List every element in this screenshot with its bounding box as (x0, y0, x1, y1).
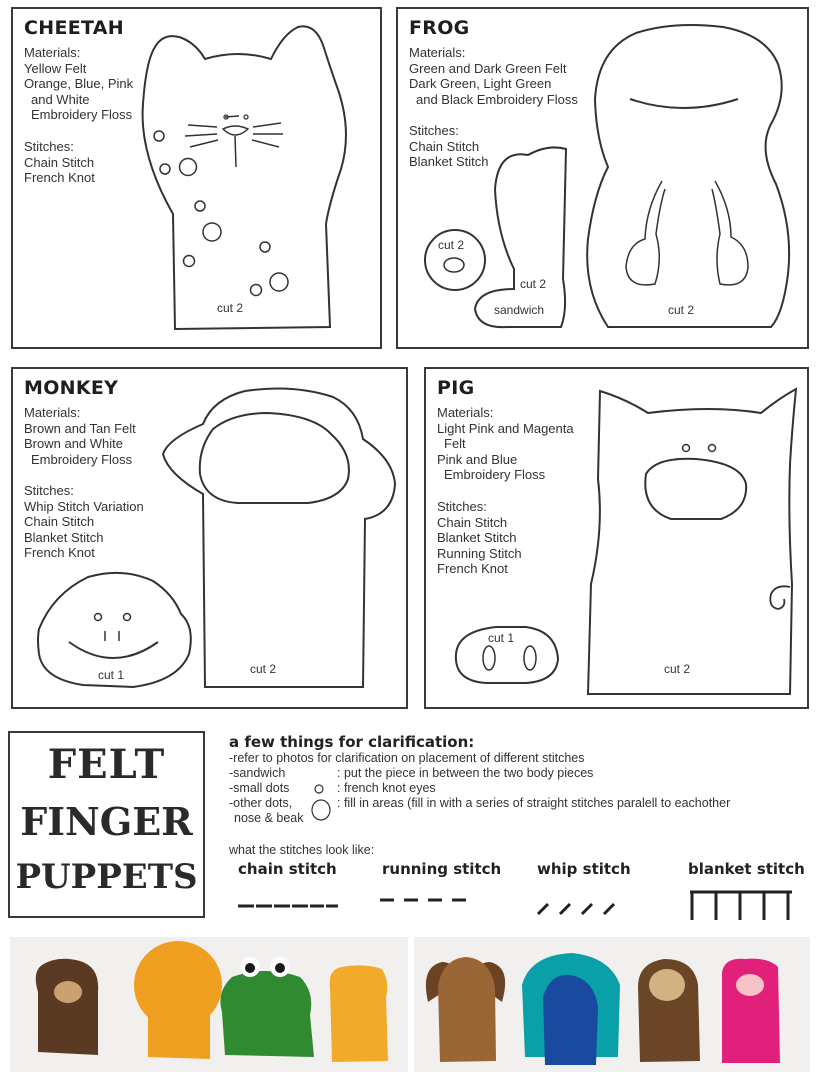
material-item: Pink and Blue (437, 451, 518, 467)
photo-bear-puppet (36, 959, 98, 1055)
felt-finger-puppets-logo (8, 731, 205, 918)
materials-label: Materials: (409, 45, 466, 60)
stitches-label: Stitches: (409, 123, 459, 138)
photo-peacock-puppet (522, 953, 620, 1065)
pig-panel (424, 367, 809, 709)
stitches-label: Stitches: (24, 483, 74, 498)
clarification-line-1: -refer to photos for clarification on placement of different stitches (229, 751, 585, 765)
clarification-key-other-dots: -other dots, (229, 796, 293, 810)
stitch-item: Chain Stitch (409, 138, 480, 154)
running-stitch-label: running stitch (382, 860, 502, 878)
clarification-line-5: nose & beak (234, 811, 304, 825)
cheetah-title: CHEETAH (24, 17, 124, 39)
stitch-item: French Knot (437, 561, 508, 576)
monkey-pattern (13, 369, 406, 707)
blanket-stitch-sample (690, 892, 792, 920)
large-dot-icon (309, 797, 333, 823)
logo-line-puppets: PUPPETS (15, 857, 198, 897)
whip-stitch-sample (538, 904, 614, 914)
frog-sandwich-label: sandwich (494, 303, 545, 317)
cheetah-outline (143, 26, 346, 329)
chain-stitch-label: chain stitch (238, 860, 337, 878)
clarification-key-sandwich: -sandwich (229, 766, 286, 780)
material-item: Light Pink and Magenta (437, 420, 574, 436)
stitch-item: Blanket Stitch (409, 154, 489, 169)
materials-label: Materials: (24, 405, 81, 420)
materials-label: Materials: (24, 45, 81, 60)
material-item: Felt (444, 436, 466, 451)
frog-body-outline (587, 25, 789, 327)
frog-panel (396, 7, 809, 349)
blanket-stitch-label: blanket stitch (688, 860, 805, 878)
monkey-body-cut-label: cut 2 (250, 662, 277, 676)
stitch-item: Chain Stitch (24, 514, 95, 529)
monkey-title: MONKEY (24, 377, 119, 399)
stitches-label: Stitches: (24, 139, 74, 154)
material-item: and White (31, 91, 90, 107)
clarification-key-small-dots: -small dots (229, 781, 290, 795)
monkey-panel (11, 367, 408, 709)
whip-stitch-label: whip stitch (537, 860, 631, 878)
stitch-item: Whip Stitch Variation (24, 498, 144, 514)
small-dot-icon (313, 783, 325, 795)
frog-body-cut-label: cut 2 (668, 303, 695, 317)
frog-arm-piece (475, 147, 566, 327)
monkey-face-cut-label: cut 1 (98, 668, 125, 682)
photo-monkey-puppet (638, 959, 700, 1062)
puppet-photos (10, 937, 810, 1072)
pig-body-cut-label: cut 2 (664, 662, 691, 676)
clarification-heading: a few things for clarification: (229, 733, 475, 751)
cheetah-panel (11, 7, 382, 349)
material-item: Brown and Tan Felt (24, 420, 136, 436)
stitch-item: French Knot (24, 170, 95, 185)
photo-cheetah-puppet (330, 965, 388, 1062)
clarification-val-other-dots: : fill in areas (fill in with a series of straight stitches paralell to eachother (337, 796, 731, 810)
material-item: Embroidery Floss (31, 451, 133, 467)
pig-title: PIG (437, 377, 475, 399)
stitches-label: Stitches: (437, 499, 487, 514)
frog-pattern (398, 9, 807, 347)
pig-snout-cut-label: cut 1 (488, 631, 515, 645)
stitch-item: Blanket Stitch (24, 529, 104, 545)
stitch-item: Chain Stitch (24, 154, 95, 170)
monkey-body-outline (163, 389, 395, 687)
photo-pig-puppet (722, 959, 780, 1063)
pig-pattern (426, 369, 807, 707)
stitch-item: Chain Stitch (437, 514, 508, 530)
stitch-item: Running Stitch (437, 545, 522, 561)
material-item: Embroidery Floss (444, 467, 546, 482)
stitch-guide-intro: what the stitches look like: (229, 843, 375, 857)
material-item: Brown and White (24, 436, 123, 451)
cheetah-pattern (13, 9, 380, 347)
frog-title: FROG (409, 17, 470, 39)
stitch-item: French Knot (24, 545, 95, 560)
material-item: and Black Embroidery Floss (416, 91, 578, 107)
pig-body-outline (588, 389, 796, 694)
frog-arm-cut-label: cut 2 (520, 277, 547, 291)
material-item: Orange, Blue, Pink (24, 76, 134, 91)
stitch-samples (230, 886, 810, 926)
clarification-val-sandwich: : put the piece in between the two body pieces (337, 766, 594, 780)
logo-line-felt: FELT (47, 741, 166, 788)
stitch-item: Blanket Stitch (437, 530, 517, 545)
frog-eye-cut-label: cut 2 (438, 238, 465, 252)
material-item: Embroidery Floss (31, 107, 133, 122)
logo-line-finger: FINGER (20, 799, 193, 844)
clarification-val-small-dots: : french knot eyes (337, 781, 436, 795)
materials-label: Materials: (437, 405, 494, 420)
cheetah-cut-label: cut 2 (217, 301, 244, 315)
material-item: Green and Dark Green Felt (409, 60, 567, 76)
material-item: Yellow Felt (24, 60, 87, 76)
material-item: Dark Green, Light Green (409, 76, 552, 91)
